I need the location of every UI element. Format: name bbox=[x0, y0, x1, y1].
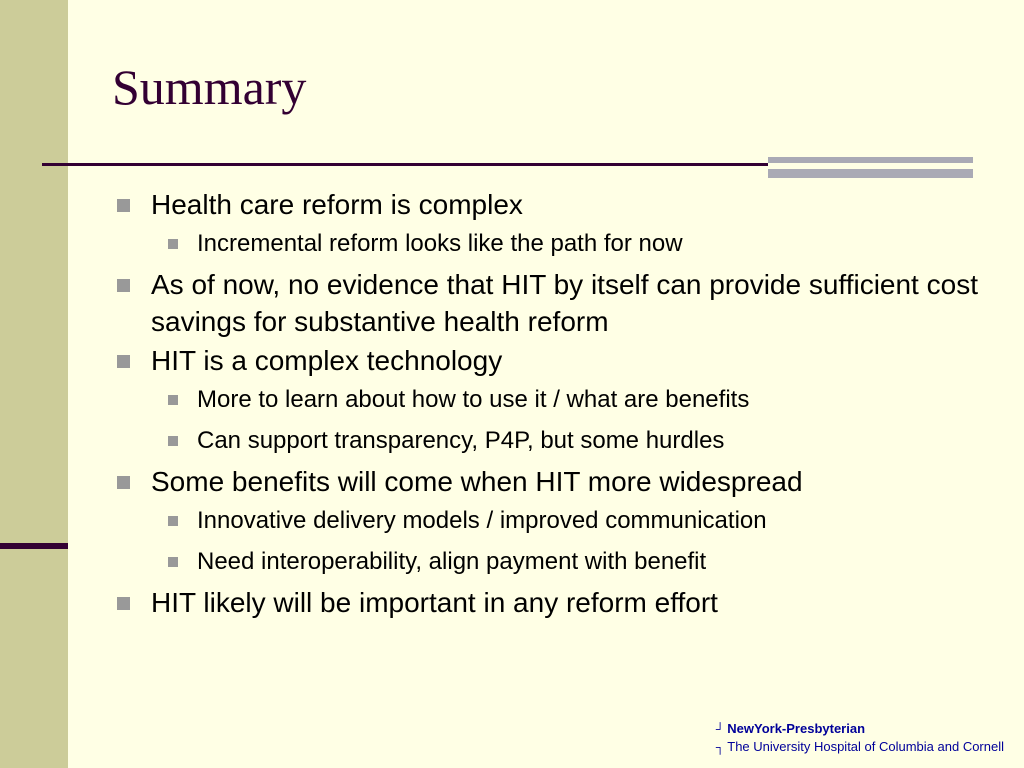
corner-bracket-icon: ┐ bbox=[715, 740, 725, 754]
square-bullet-icon bbox=[117, 355, 130, 368]
bullet-text: HIT likely will be important in any reform effort bbox=[151, 587, 718, 618]
bullet-text: Health care reform is complex bbox=[151, 189, 523, 220]
square-bullet-icon bbox=[168, 557, 178, 567]
square-bullet-icon bbox=[117, 476, 130, 489]
square-bullet-icon bbox=[168, 436, 178, 446]
corner-bracket-icon: ┘ bbox=[715, 722, 725, 736]
square-bullet-icon bbox=[168, 395, 178, 405]
sub-bullet-text: Need interoperability, align payment with benefit bbox=[197, 548, 707, 575]
sub-bullet-text: Can support transparency, P4P, but some hurdles bbox=[197, 427, 725, 454]
divider-accent-bottom bbox=[768, 169, 973, 178]
sub-bullet-item bbox=[112, 541, 992, 582]
slide-title: Summary bbox=[112, 59, 307, 115]
footer-org: NewYork-Presbyterian bbox=[727, 721, 866, 736]
divider-accent-top bbox=[768, 157, 973, 163]
footer-tagline: The University Hospital of Columbia and Cornell bbox=[727, 739, 1004, 754]
square-bullet-icon bbox=[117, 279, 130, 292]
square-bullet-icon bbox=[117, 597, 130, 610]
bullet-item bbox=[112, 463, 992, 582]
left-accent-line bbox=[0, 543, 68, 549]
bullet-item bbox=[112, 342, 992, 461]
sub-bullet-item bbox=[112, 379, 992, 420]
square-bullet-icon bbox=[168, 239, 178, 249]
bullet-list bbox=[112, 184, 992, 621]
sub-bullet-text: Innovative delivery models / improved communication bbox=[197, 507, 767, 534]
sub-bullet-list bbox=[112, 379, 992, 461]
sub-bullet-list bbox=[112, 500, 992, 582]
sub-bullet-text: Incremental reform looks like the path for now bbox=[197, 230, 683, 257]
square-bullet-icon bbox=[168, 516, 178, 526]
sub-bullet-item bbox=[112, 500, 992, 541]
footer-logo bbox=[716, 720, 1004, 756]
bullet-text: Some benefits will come when HIT more widespread bbox=[151, 466, 803, 497]
title-divider bbox=[42, 163, 768, 166]
footer-tagline-line bbox=[716, 738, 1004, 756]
left-decor-bar bbox=[0, 0, 68, 768]
sub-bullet-list bbox=[112, 223, 992, 264]
bullet-item bbox=[112, 584, 992, 621]
bullet-item bbox=[112, 266, 992, 340]
sub-bullet-item bbox=[112, 420, 992, 461]
sub-bullet-text: More to learn about how to use it / what are benefits bbox=[197, 386, 750, 413]
sub-bullet-item bbox=[112, 223, 992, 264]
bullet-text: HIT is a complex technology bbox=[151, 345, 503, 376]
footer-org-line bbox=[716, 720, 1004, 738]
square-bullet-icon bbox=[117, 199, 130, 212]
bullet-item bbox=[112, 186, 992, 264]
bullet-text: As of now, no evidence that HIT by itself can provide sufficient cost savings for substantive health reform bbox=[151, 269, 978, 337]
